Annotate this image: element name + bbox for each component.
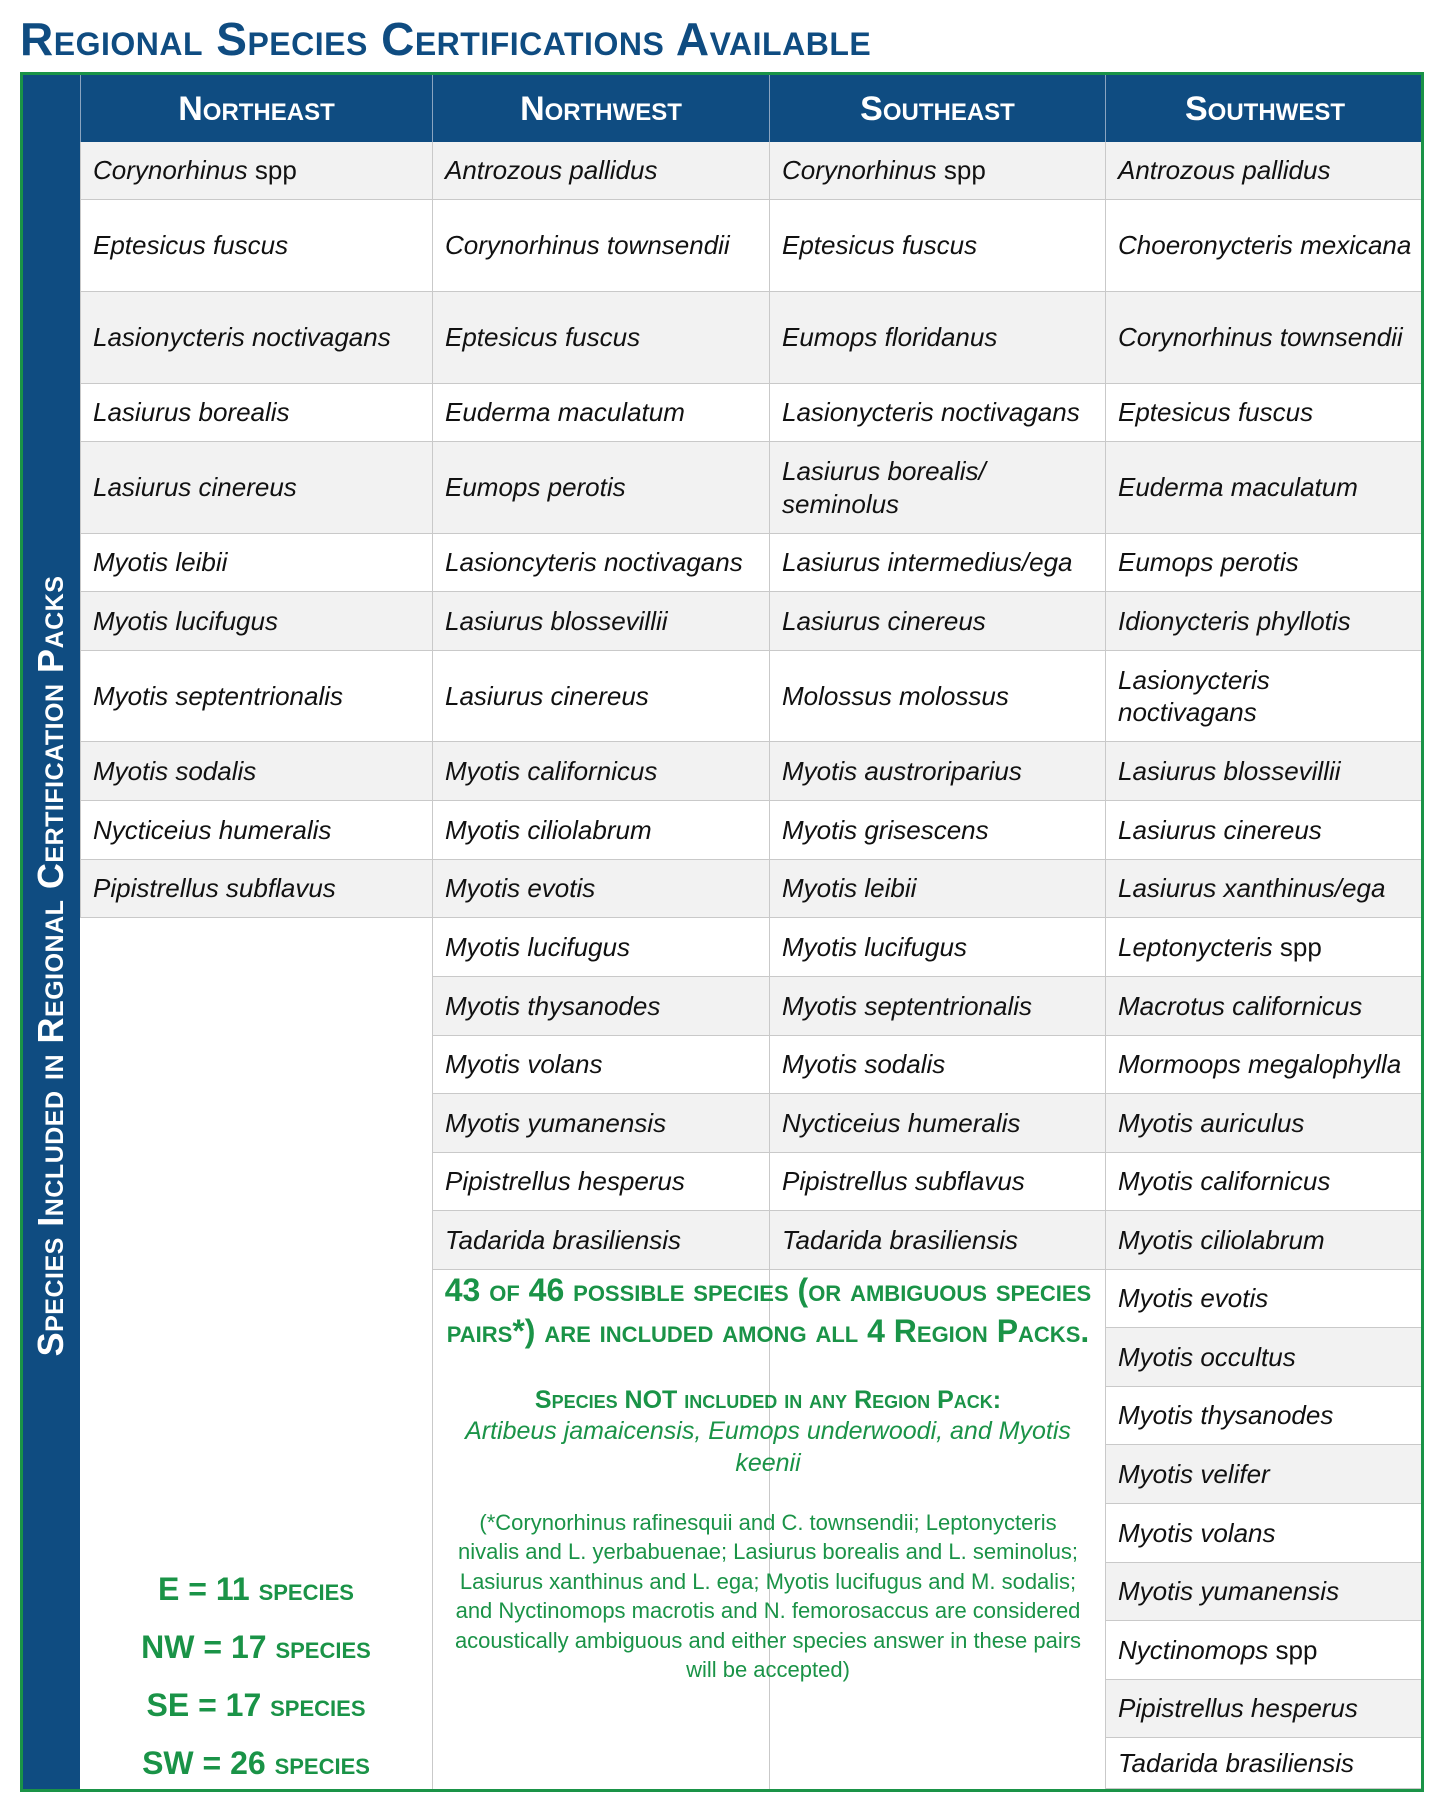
column-header-northeast: Northeast xyxy=(80,72,432,142)
species-genus: Leptonycteris xyxy=(1118,931,1273,962)
species-genus: Nycticeius humeralis xyxy=(93,814,332,845)
species-genus: Myotis ciliolabrum xyxy=(1118,1224,1325,1255)
species-genus: Lasiurus borealis/ seminolus xyxy=(782,456,986,519)
species-genus: Myotis lucifugus xyxy=(93,605,278,636)
species-genus: Myotis evotis xyxy=(1118,1283,1269,1314)
column-header-southwest: Southwest xyxy=(1105,72,1424,142)
species-genus: Pipistrellus subflavus xyxy=(93,873,336,904)
species-genus: Myotis evotis xyxy=(445,873,596,904)
species-genus: Myotis velifer xyxy=(1118,1458,1270,1489)
species-genus: Tadarida brasiliensis xyxy=(1118,1747,1355,1778)
species-genus: Lasiurus xanthinus/ega xyxy=(1118,873,1386,904)
species-genus: Myotis lucifugus xyxy=(445,931,630,962)
species-suffix: spp xyxy=(1272,931,1322,962)
species-genus: Myotis californicus xyxy=(1118,1166,1331,1197)
species-genus: Myotis thysanodes xyxy=(445,990,661,1021)
species-genus: Myotis yumanensis xyxy=(445,1107,667,1138)
species-genus: Antrozous pallidus xyxy=(445,155,658,186)
species-genus: Pipistrellus subflavus xyxy=(782,1166,1025,1197)
species-genus: Myotis septentrionalis xyxy=(93,680,343,711)
count-sw: SW = 26 species xyxy=(142,1745,370,1781)
species-genus: Pipistrellus hesperus xyxy=(1118,1693,1358,1724)
species-genus: Lasiurus cinereus xyxy=(782,605,986,636)
species-genus: Mormoops megalophylla xyxy=(1118,1049,1402,1080)
species-genus: Eptesicus fuscus xyxy=(93,230,289,261)
count-nw: NW = 17 species xyxy=(141,1629,371,1665)
not-included-heading: Species NOT included in any Region Pack: xyxy=(534,1385,1002,1414)
species-genus: Lasiurus intermedius/ega xyxy=(782,547,1073,578)
species-genus: Macrotus californicus xyxy=(1118,990,1363,1021)
side-label: Species Included in Regional Certification Packs xyxy=(30,575,71,1357)
species-genus: Euderma maculatum xyxy=(1118,472,1358,503)
species-genus: Euderma maculatum xyxy=(445,397,685,428)
species-suffix: spp xyxy=(247,155,297,186)
species-genus: Lasioncyteris noctivagans xyxy=(445,547,743,578)
species-genus: Myotis grisescens xyxy=(782,814,989,845)
species-suffix: spp xyxy=(936,155,986,186)
species-genus: Myotis leibii xyxy=(93,547,228,578)
species-genus: Choeronycteris mexicana xyxy=(1118,230,1412,261)
species-genus: Lasiurus cinereus xyxy=(1118,814,1322,845)
species-genus: Myotis sodalis xyxy=(782,1049,946,1080)
species-genus: Pipistrellus hesperus xyxy=(445,1166,685,1197)
species-genus: Lasiurus cinereus xyxy=(93,472,297,503)
species-genus: Myotis septentrionalis xyxy=(782,990,1032,1021)
species-genus: Lasiurus blossevillii xyxy=(445,605,668,636)
species-genus: Myotis austroriparius xyxy=(782,755,1022,786)
species-genus: Myotis californicus xyxy=(445,755,658,786)
species-genus: Lasionycteris noctivagans xyxy=(782,397,1080,428)
species-genus: Lasiurus borealis xyxy=(93,397,290,428)
species-genus: Lasionycteris noctivagans xyxy=(1118,664,1270,727)
page-title: Regional Species Certifications Available xyxy=(20,13,872,65)
species-genus: Corynorhinus townsendii xyxy=(445,230,730,261)
species-genus: Myotis leibii xyxy=(782,873,917,904)
column-header-northwest: Northwest xyxy=(432,72,769,142)
species-genus: Myotis ciliolabrum xyxy=(445,814,652,845)
species-genus: Nyctinomops xyxy=(1118,1634,1269,1665)
species-genus: Lasiurus cinereus xyxy=(445,680,649,711)
species-genus: Eptesicus fuscus xyxy=(782,230,978,261)
species-genus: Antrozous pallidus xyxy=(1118,155,1331,186)
species-genus: Eptesicus fuscus xyxy=(1118,397,1314,428)
species-genus: Idionycteris phyllotis xyxy=(1118,605,1351,636)
species-genus: Lasiurus blossevillii xyxy=(1118,755,1341,786)
summary-main: 43 of 46 possible species (or ambiguous species pairs*) are included among all 4 Region Packs. xyxy=(444,1272,1092,1349)
not-included-list: Artibeus jamaicensis, Eumops underwoodi, and Myotis keenii xyxy=(465,1416,1071,1478)
species-genus: Molossus molossus xyxy=(782,680,1009,711)
species-genus: Myotis volans xyxy=(1118,1517,1276,1548)
species-genus: Myotis volans xyxy=(445,1049,603,1080)
species-genus: Myotis occultus xyxy=(1118,1341,1296,1372)
count-se: SE = 17 species xyxy=(146,1687,366,1723)
species-genus: Eumops perotis xyxy=(1118,547,1299,578)
species-genus: Lasionycteris noctivagans xyxy=(93,322,391,353)
species-genus: Nycticeius humeralis xyxy=(782,1107,1021,1138)
column-header-southeast: Southeast xyxy=(769,72,1105,142)
count-e: E = 11 species xyxy=(158,1571,354,1607)
species-genus: Myotis lucifugus xyxy=(782,931,967,962)
footnote: (*Corynorhinus rafinesquii and C. townsendii; Leptonycteris nivalis and L. yerbabuenae; Lasiurus borealis and L. seminolus; Lasiurus xanthinus and L. ega; Myotis lucifugus and M. sodalis; and Nyctinomops macrotis and N. femorosaccus are considered acoustically ambiguous and either species answer in these pairs will be accepted) xyxy=(454,1509,1082,1683)
table-frame xyxy=(20,72,1424,1792)
species-genus: Myotis thysanodes xyxy=(1118,1400,1334,1431)
species-genus: Corynorhinus xyxy=(782,155,937,186)
species-genus: Eumops perotis xyxy=(445,472,626,503)
species-genus: Myotis yumanensis xyxy=(1118,1576,1340,1607)
species-genus: Myotis auriculus xyxy=(1118,1107,1305,1138)
species-genus: Tadarida brasiliensis xyxy=(782,1224,1019,1255)
species-genus: Myotis sodalis xyxy=(93,755,257,786)
species-suffix: spp xyxy=(1268,1634,1318,1665)
species-genus: Eptesicus fuscus xyxy=(445,322,641,353)
species-genus: Tadarida brasiliensis xyxy=(445,1224,682,1255)
species-genus: Eumops floridanus xyxy=(782,322,998,353)
species-genus: Corynorhinus townsendii xyxy=(1118,322,1403,353)
species-genus: Corynorhinus xyxy=(93,155,248,186)
